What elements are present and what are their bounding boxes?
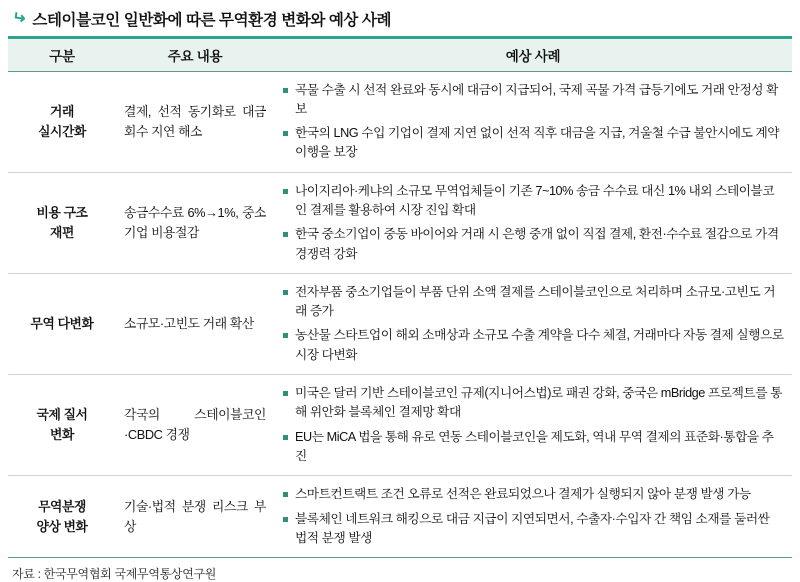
title-row — [8, 6, 792, 36]
list-item: 한국의 LNG 수입 기업이 결제 지연 없이 선적 직후 대금을 지급, 겨울철 수급 불안시에도 계약 이행을 보장 — [282, 124, 784, 163]
cell-summary: 소규모·고빈도 거래 확산 — [116, 273, 274, 374]
list-item: 곡물 수출 시 선적 완료와 동시에 대금이 지급되어, 국제 곡물 가격 급등기에도 거래 안정성 확보 — [282, 81, 784, 120]
cell-summary: 각국의 스테이블코인·CBDC 경쟁 — [116, 375, 274, 476]
cell-summary: 기술·법적 분쟁 리스크 부상 — [116, 476, 274, 558]
cell-category: 거래 실시간화 — [8, 71, 116, 172]
list-item: 미국은 달러 기반 스테이블코인 규제(지니어스법)로 패권 강화, 중국은 mBridge 프로젝트를 통해 위안화 블록체인 결제망 확대 — [282, 384, 784, 423]
comparison-table — [8, 39, 792, 559]
arrow-curve-icon: ↵ — [10, 9, 27, 28]
table-header-row — [8, 39, 792, 72]
column-header-summary: 주요 내용 — [116, 39, 274, 72]
table-row — [8, 273, 792, 374]
table-row — [8, 172, 792, 273]
table-row — [8, 375, 792, 476]
cell-category: 국제 질서 변화 — [8, 375, 116, 476]
list-item: 나이지리아·케냐의 소규모 무역업체들이 기존 7~10% 송금 수수료 대신 1% 내외 스테이블코인 결제를 활용하여 시장 진입 확대 — [282, 182, 784, 221]
cell-category: 무역분쟁 양상 변화 — [8, 476, 116, 558]
cell-examples — [274, 375, 792, 476]
cell-summary: 송금수수료 6%→1%, 중소기업 비용절감 — [116, 172, 274, 273]
list-item: EU는 MiCA 법을 통해 유로 연동 스테이블코인을 제도화, 역내 무역 결제의 표준화·통합을 추진 — [282, 428, 784, 467]
list-item: 농산물 스타트업이 해외 소매상과 소규모 수출 계약을 다수 체결, 거래마다 자동 결제 실행으로 시장 다변화 — [282, 326, 784, 365]
cell-category: 무역 다변화 — [8, 273, 116, 374]
example-list — [282, 81, 784, 163]
cell-examples — [274, 273, 792, 374]
table-row — [8, 71, 792, 172]
cell-examples — [274, 476, 792, 558]
list-item: 블록체인 네트워크 해킹으로 대금 지급이 지연되면서, 수출자·수입자 간 책임 소재를 둘러싼 법적 분쟁 발생 — [282, 510, 784, 549]
table-row — [8, 476, 792, 558]
list-item: 한국 중소기업이 중동 바이어와 거래 시 은행 중개 없이 직접 결제, 환전·수수료 절감으로 가격 경쟁력 강화 — [282, 225, 784, 264]
source-note: 자료 : 한국무역협회 국제무역통상연구원 — [12, 567, 217, 582]
column-header-category: 구분 — [8, 39, 116, 72]
column-header-examples: 예상 사례 — [274, 39, 792, 72]
example-list — [282, 384, 784, 466]
cell-category: 비용 구조 재편 — [8, 172, 116, 273]
example-list — [282, 485, 784, 548]
list-item: 전자부품 중소기업들이 부품 단위 소액 결제를 스테이블코인으로 처리하며 소규모·고빈도 거래 증가 — [282, 283, 784, 322]
example-list — [282, 283, 784, 365]
cell-examples — [274, 71, 792, 172]
page-title: 스테이블코인 일반화에 따른 무역환경 변화와 예상 사례 — [32, 12, 392, 29]
cell-summary: 결제, 선적 동기화로 대금 회수 지연 해소 — [116, 71, 274, 172]
cell-examples — [274, 172, 792, 273]
example-list — [282, 182, 784, 264]
list-item: 스마트컨트랙트 조건 오류로 선적은 완료되었으나 결제가 실행되지 않아 분쟁 발생 가능 — [282, 485, 784, 504]
